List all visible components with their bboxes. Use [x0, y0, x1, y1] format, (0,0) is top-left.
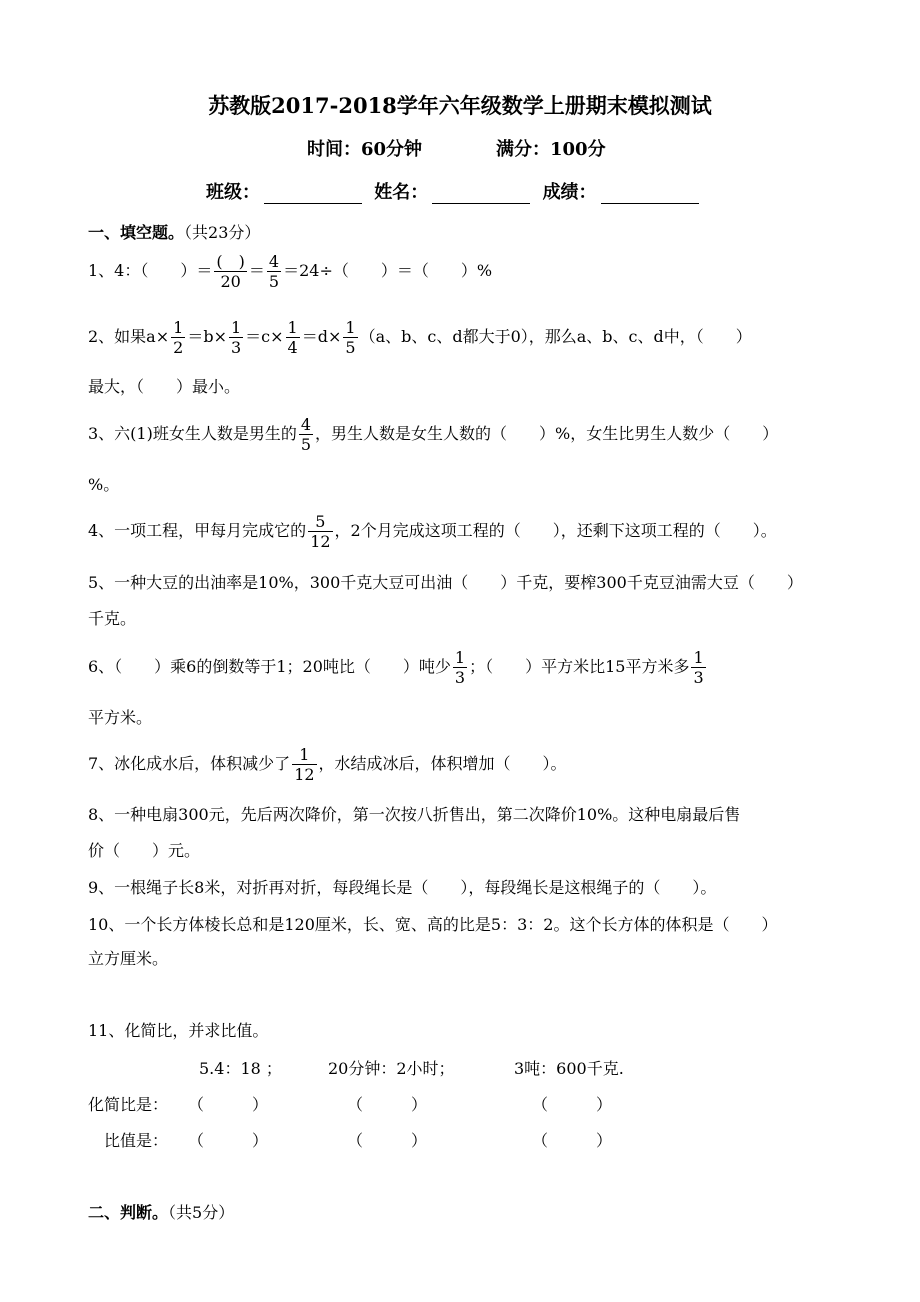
q2-a: 2、如果a×: [88, 327, 170, 346]
q6-line-2: 平方米。: [88, 708, 153, 727]
section-1-heading: [88, 220, 260, 243]
q2-frac-1: [171, 318, 185, 357]
q4-f-num: 5: [308, 512, 332, 532]
q2-d: ＝d×: [301, 327, 342, 346]
q2-f1-num: 1: [173, 318, 184, 337]
score-label: 满分：100分: [496, 139, 606, 160]
simplify-blank-2[interactable]: （ ）: [347, 1095, 428, 1114]
question-11: 11、化简比，并求比值。: [88, 1021, 269, 1040]
q10-line-2: 立方厘米。: [88, 949, 169, 968]
q2-line-2: 最大，（ ）最小。: [88, 377, 241, 396]
q2-frac-2: [229, 318, 243, 357]
simplify-label: 化简比是：: [88, 1095, 169, 1114]
question-4: [88, 512, 777, 551]
q7-start: 7、冰化成水后，体积减少了: [88, 754, 291, 773]
info-row: [206, 178, 705, 204]
q2-tail: （a、b、c、d都大于0），那么a、b、c、d中，（ ）: [359, 327, 752, 346]
q1-fraction-2: [267, 252, 281, 291]
q1-f2-den: 5: [268, 272, 280, 291]
q7-fraction: [292, 745, 316, 784]
q2-frac-3: [286, 318, 300, 357]
time-label: 时间：60分钟: [307, 139, 423, 160]
q2-c: ＝c×: [245, 327, 284, 346]
q2-b: ＝b×: [187, 327, 227, 346]
q3-f-den: 5: [300, 435, 312, 454]
q2-f4-num: 1: [345, 318, 356, 337]
grade-label: 成绩：: [542, 182, 597, 203]
q11-item-1: 5.4：18 ；: [199, 1059, 282, 1078]
ratio-blank-2[interactable]: （ ）: [347, 1131, 428, 1150]
q3-end: ，男生人数是女生人数的（ ）%，女生比男生人数少（ ）: [315, 424, 779, 443]
q3-fraction: [299, 415, 313, 454]
q1-eq: ＝: [248, 261, 265, 280]
q4-fraction: [308, 512, 332, 551]
q3-start: 3、六(1)班女生人数是男生的: [88, 424, 297, 443]
class-blank[interactable]: [264, 183, 362, 204]
q8-line-2: 价（ ）元。: [88, 841, 201, 860]
question-3: [88, 415, 778, 454]
q4-end: ，2个月完成这项工程的（ ），还剩下这项工程的（ ）。: [334, 521, 777, 540]
q1-start: 1、4：（ ）＝: [88, 261, 213, 280]
q6-fraction-2: [691, 648, 705, 687]
question-7: [88, 745, 567, 784]
q1-f1-den: 20: [220, 272, 241, 291]
question-2: [88, 318, 752, 357]
q6-mid: ；（ ）平方米比15平方米多: [469, 657, 690, 676]
q2-f2-num: 1: [230, 318, 242, 337]
q6-f2-num: 1: [693, 648, 704, 667]
section-2-points: （共5分）: [168, 1203, 235, 1222]
question-10: 10、一个长方体棱长总和是120厘米，长、宽、高的比是5：3：2。这个长方体的体积是（ ）: [88, 915, 778, 934]
q7-f-num: 1: [292, 745, 316, 765]
ratio-blank-3[interactable]: （ ）: [532, 1131, 613, 1150]
q6-f2-den: 3: [693, 668, 704, 687]
page-title: 苏教版2017-2018学年六年级数学上册期末模拟测试: [208, 93, 712, 118]
q4-f-den: 12: [310, 532, 331, 551]
section-1-points: （共23分）: [184, 223, 261, 242]
q3-f-num: 4: [300, 415, 312, 434]
section-2-heading: [88, 1200, 234, 1223]
q7-f-den: 12: [294, 765, 315, 784]
name-label: 姓名：: [374, 182, 429, 203]
q4-start: 4、一项工程，甲每月完成它的: [88, 521, 307, 540]
simplify-blank-1[interactable]: （ ）: [188, 1095, 269, 1114]
q2-f2-den: 3: [230, 338, 242, 357]
q1-f2-num: 4: [268, 252, 280, 271]
section-1-title: 一、填空题。: [88, 223, 185, 242]
class-label: 班级：: [206, 182, 260, 203]
ratio-blank-1[interactable]: （ ）: [188, 1131, 269, 1150]
question-1: [88, 252, 492, 291]
ratio-label: 比值是：: [104, 1131, 169, 1150]
section-2-title: 二、判断。: [88, 1203, 169, 1222]
q6-f1-den: 3: [454, 668, 466, 687]
q2-f4-den: 5: [345, 338, 356, 357]
question-9: 9、一根绳子长8米，对折再对折，每段绳长是（ ），每段绳长是这根绳子的（ ）。: [88, 878, 717, 897]
question-8: 8、一种电扇300元，先后两次降价，第一次按八折售出，第二次降价10%。这种电扇最后售: [88, 805, 741, 824]
q11-item-3: 3吨：600千克.: [514, 1059, 624, 1078]
q5-line-2: 千克。: [88, 609, 137, 628]
q1-fraction-1: [214, 252, 247, 291]
grade-blank[interactable]: [601, 183, 699, 204]
question-6: [88, 648, 708, 687]
q1-end: ＝24÷（ ）＝（ ）%: [283, 261, 493, 280]
simplify-blank-3[interactable]: （ ）: [532, 1095, 613, 1114]
q6-f1-num: 1: [454, 648, 466, 667]
q11-item-2: 20分钟：2小时；: [328, 1059, 455, 1078]
q2-f1-den: 2: [173, 338, 184, 357]
question-5: 5、一种大豆的出油率是10%，300千克大豆可出油（ ）千克，要榨300千克豆油需大豆（ ）: [88, 573, 803, 592]
q2-f3-num: 1: [287, 318, 298, 337]
q2-frac-4: [343, 318, 357, 357]
name-blank[interactable]: [432, 183, 530, 204]
q7-end: ，水结成冰后，体积增加（ ）。: [318, 754, 567, 773]
q6-start: 6、（ ）乘6的倒数等于1；20吨比（ ）吨少: [88, 657, 451, 676]
q1-f1-num: ( ): [216, 252, 245, 271]
q2-f3-den: 4: [287, 338, 298, 357]
q6-fraction-1: [453, 648, 467, 687]
q3-line-2: %。: [88, 475, 120, 494]
